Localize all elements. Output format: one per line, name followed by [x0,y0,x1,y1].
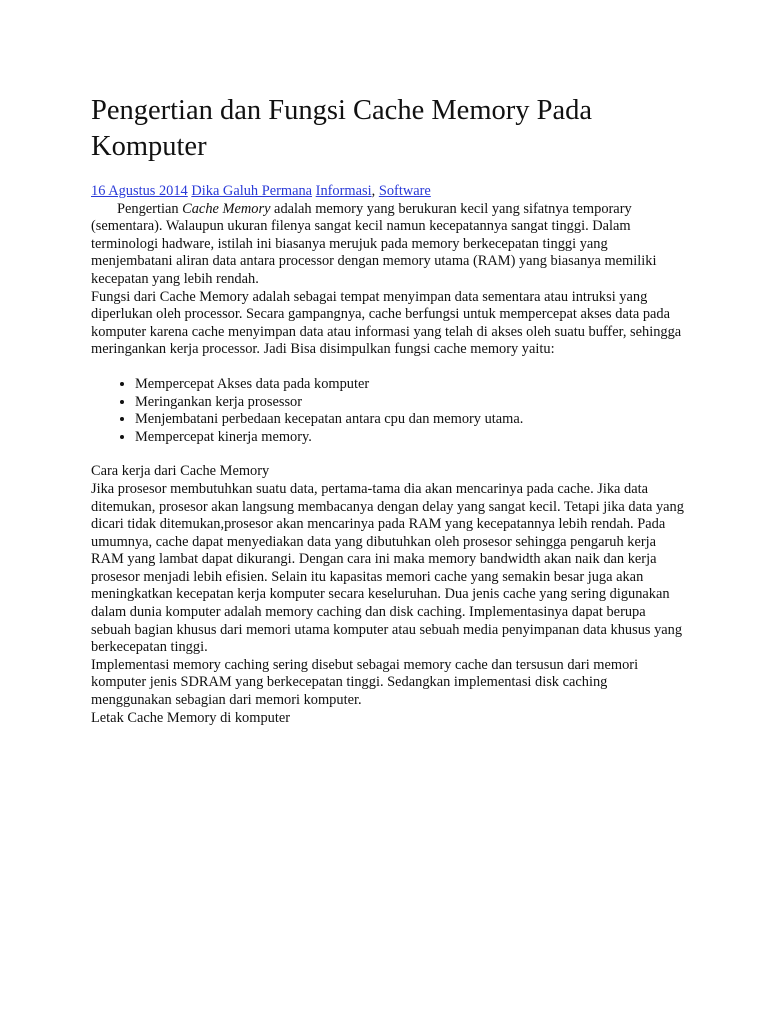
implementation-paragraph: Implementasi memory caching sering disebut sebagai memory cache dan tersusun dari memori komputer jenis SDRAM yang berkecepatan tinggi. Sedangkan implementasi disk caching menggunakan sebagian dari memori komputer. [91,656,639,709]
intro-term: Cache Memory [182,200,271,217]
function-paragraph: Fungsi dari Cache Memory adalah sebagai tempat menyimpan data sementara atau intruksi yang diperlukan oleh processor. Secara gampangnya, cache berfungsi untuk mempercepat akses data pada komputer karena cache menyimpan data atau informasi yang telah di akses oleh suatu buffer, sehingga meringankan kerja processor. Jadi Bisa disimpulkan fungsi cache memory yaitu: [91,288,682,358]
article [91,93,686,727]
article-title: Pengertian dan Fungsi Cache Memory Pada Komputer [91,95,593,162]
list-item: • Menjembatani perbedaan kecepatan antara cpu dan memory utama. [135,411,686,429]
article-meta [91,183,686,201]
function-list [91,376,686,446]
list-item: • Mempercepat Akses data pada komputer [135,376,686,394]
list-item: • Meringankan kerja prosessor [135,394,686,412]
section-heading: Cara kerja dari Cache Memory [91,463,270,480]
intro-paragraph [91,201,686,289]
category-separator: , [371,183,376,199]
intro-rest: adalah memory yang berukuran kecil yang sifatnya temporary (sementara). Walaupun ukuran filenya sangat kecil namun kecepatannya sangat tinggi. Dalam terminologi hadware, istilah ini biasanya merujuk pada memory berkecepatan tinggi yang menjembatani aliran data antara processor dengan memory utama (RAM) yang biasanya memiliki kecepatan yang lebih rendah. [91,200,657,287]
category-link-informasi[interactable]: Informasi [315,183,372,199]
author-link[interactable]: Dika Galuh Permana [191,183,313,199]
intro-lead: Pengertian [117,200,183,217]
category-link-software[interactable]: Software [378,183,431,199]
location-heading: Letak Cache Memory di komputer [91,709,291,726]
how-it-works-paragraph: Jika prosesor membutuhkan suatu data, pertama-tama dia akan mencarinya pada cache. Jika data ditemukan, prosesor akan langsung membacanya dengan delay yang sangat kecil. Tetapi jika data yang dicari tidak ditemukan,prosesor akan mencarinya pada RAM yang kecepatannya lebih rendah. Pada umumnya, cache dapat menyediakan data yang dibutuhkan oleh prosesor sehingga pengaruh kerja RAM yang lambat dapat dikurangi. Dengan cara ini maka memory bandwidth akan naik dan kerja prosesor menjadi lebih efisien. Selain itu kapasitas memori cache yang semakin besar juga akan meningkatkan kecepatan kerja komputer secara keseluruhan. Dua jenis cache yang sering digunakan dalam dunia komputer adalah memory caching dan disk caching. Implementasinya dapat berupa sebuah bagian khusus dari memori utama komputer atau sebuah media penyimpanan data khusus yang berkecepatan tinggi. [91,480,684,656]
list-item: • Mempercepat kinerja memory. [135,429,686,447]
date-link[interactable]: 16 Agustus 2014 [91,183,188,199]
